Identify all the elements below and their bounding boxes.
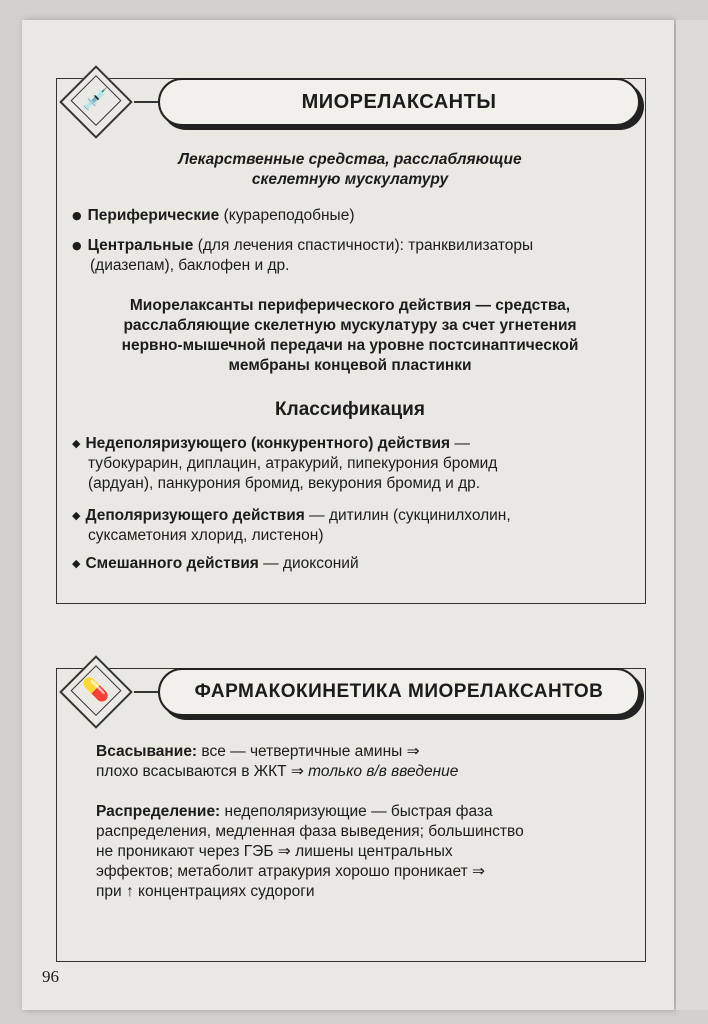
class-item-line: суксаметония хлорид, листенон) (88, 527, 324, 544)
class-item-nondepolarizing: ◆ Недеполяризующего (конкурентного) действия — (72, 435, 470, 452)
definition-line: Миорелаксанты периферического действия — средства, (129, 297, 571, 314)
class-item-line: (ардуан), панкурония бромид, векурония бромид и др. (88, 475, 481, 492)
distribution-line: при ↑ концентрациях судороги (96, 883, 315, 900)
next-page-edge (676, 20, 708, 1010)
absorption-line-1: Всасывание: все — четвертичные амины ⇒ (96, 743, 420, 760)
definition-line: расслабляющие скелетную мускулатуру за счет угнетения (123, 317, 577, 334)
diamond-bullet-icon: ◆ (72, 557, 81, 570)
list-item-central-cont: (диазепам), баклофен и др. (90, 257, 290, 274)
class-item-line: тубокурарин, диплацин, атракурий, пипекурония бромид (88, 455, 498, 472)
distribution-line: эффектов; метаболит атракурия хорошо проникает ⇒ (96, 863, 485, 880)
diamond-bullet-icon: ◆ (72, 437, 81, 450)
absorption-line-2: плохо всасываются в ЖКТ ⇒ только в/в введение (96, 763, 459, 780)
class-item-mixed: ◆ Смешанного действия — диоксоний (72, 555, 359, 572)
subtitle-line-2: скелетную мускулатуру (251, 171, 449, 188)
list-item-central: ● Центральные (для лечения спастичности): транквилизаторы (72, 237, 534, 254)
bullet-icon: ● (72, 209, 82, 222)
diamond-bullet-icon: ◆ (72, 509, 81, 522)
class-item-depolarizing: ◆ Деполяризующего действия — дитилин (сукцинилхолин, (72, 507, 511, 524)
badge-connector (134, 101, 158, 103)
pills-icon: 💊 (82, 678, 110, 703)
list-item-peripheral: ● Периферические (курареподобные) (72, 207, 355, 224)
page-number: 96 (42, 967, 59, 986)
distribution-line: не проникают через ГЭБ ⇒ лишены центральных (96, 843, 453, 860)
definition-line: мембраны концевой пластинки (228, 357, 472, 374)
bullet-icon: ● (72, 239, 82, 252)
badge-connector (134, 691, 158, 693)
syringe-icon: 💉 (82, 87, 110, 112)
distribution-line: распределения, медленная фаза выведения; большинство (96, 823, 524, 840)
definition-line: нервно-мышечной передачи на уровне постсинаптической (121, 337, 579, 354)
section-title: ФАРМАКОКИНЕТИКА МИОРЕЛАКСАНТОВ (158, 668, 640, 716)
distribution-line-1: Распределение: недеполяризующие — быстрая фаза (96, 803, 493, 820)
classification-heading: Классификация (275, 399, 425, 420)
section-title: МИОРЕЛАКСАНТЫ (158, 78, 640, 126)
subtitle-line-1: Лекарственные средства, расслабляющие (178, 151, 522, 168)
